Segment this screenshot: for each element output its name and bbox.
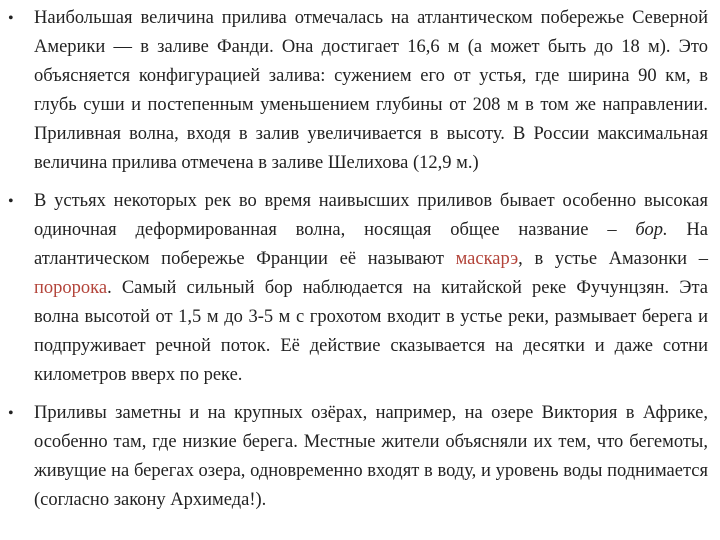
paragraph-text-part: , в устье Амазонки – bbox=[518, 249, 708, 269]
list-item-bay-of-fundy bbox=[6, 4, 708, 178]
paragraph-text-part: . Самый сильный бор наблюдается на китайской реке Фучунцзян. Эта волна высотой от 1,5 м до 3-5 м с грохотом входит в устье реки, размывает берега и подпруживает речной поток. Её действие сказывается на десятки и даже сотни километров вверх по реке. bbox=[34, 278, 708, 385]
bullet-icon: • bbox=[8, 405, 14, 422]
term-maskare: маскарэ bbox=[455, 249, 519, 269]
bullet-list bbox=[6, 4, 708, 515]
term-pororoka: поророка bbox=[34, 278, 108, 298]
paragraph-text-part: В устьях некоторых рек во время наивысших приливов бывает особенно высокая одиночная деформированная волна, носящая общее название – bbox=[34, 191, 708, 240]
paragraph-text: Приливы заметны и на крупных озёрах, например, на озере Виктория в Африке, особенно там, где низкие берега. Местные жители объясняли их тем, что бегемоты, живущие на берегах озера, одновременно входят в воду, и уровень воды поднимается (согласно закону Архимеда!). bbox=[34, 403, 708, 510]
paragraph-text: Наибольшая величина прилива отмечалась на атлантическом побережье Северной Америки — в заливе Фанди. Она достигает 16,6 м (а может быть до 18 м). Это объясняется конфигурацией залива: сужением его от устья, где ширина 90 км, в глубь суши и постепенным уменьшением глубины от 208 м в том же направлении. Приливная волна, входя в залив увеличивается в высоту. В России максимальная величина прилива отмечена в заливе Шелихова (12,9 м.) bbox=[34, 8, 708, 173]
list-item-tidal-bore bbox=[6, 187, 708, 390]
term-bor: бор. bbox=[635, 220, 668, 240]
paragraph-text-part: На атлантическом побережье Франции её называют bbox=[34, 220, 708, 269]
bullet-icon: • bbox=[8, 193, 14, 210]
bullet-icon: • bbox=[8, 10, 14, 27]
list-item-lake-victoria bbox=[6, 399, 708, 515]
